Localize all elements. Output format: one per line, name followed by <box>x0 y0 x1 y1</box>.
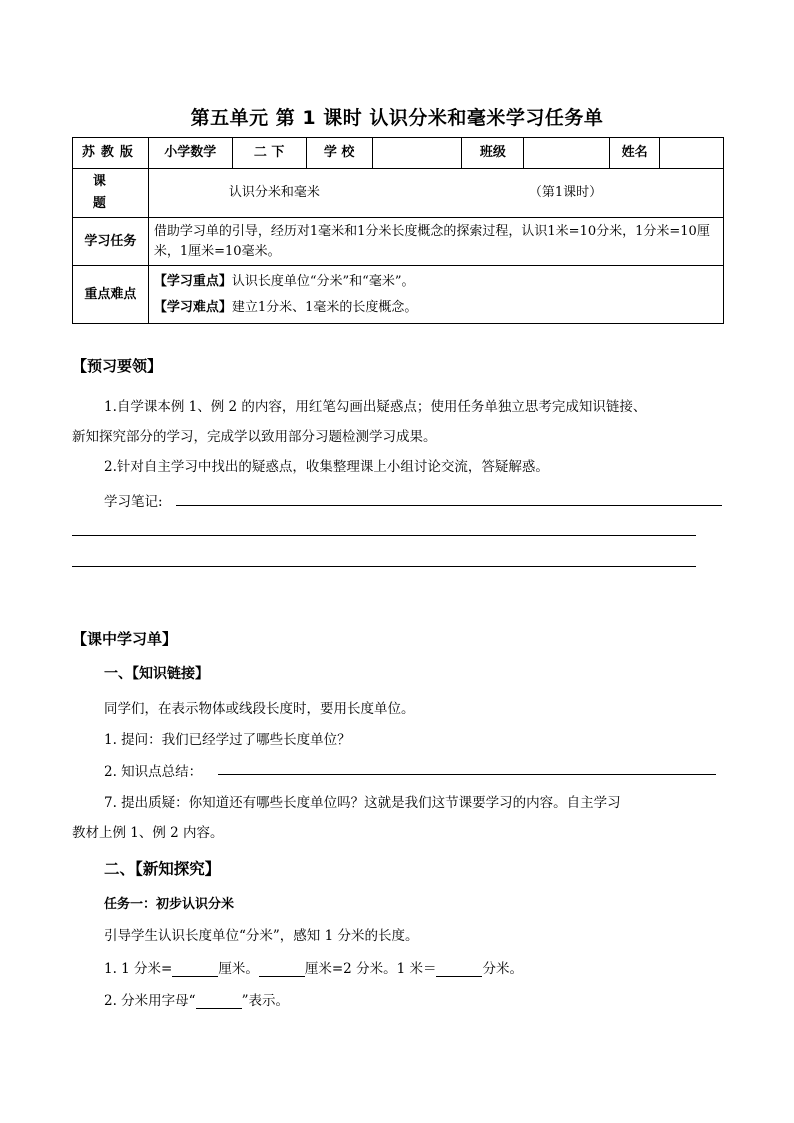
exercise-2-part-b: ”表示。 <box>241 993 289 1009</box>
blank-3[interactable] <box>436 962 482 977</box>
exercise-2 <box>104 989 289 1009</box>
key-point-tag: 【学习重点】 <box>153 273 232 289</box>
notes-line-2[interactable] <box>72 535 696 536</box>
summary-line[interactable] <box>218 774 716 775</box>
topic-period: （第1课时） <box>528 185 603 200</box>
topic-value: 认识分米和毫米 <box>228 185 320 200</box>
exercise-1 <box>104 957 523 977</box>
link-intro: 同学们，在表示物体或线段长度时，要用长度单位。 <box>104 701 415 717</box>
preview-p2: 2.针对自主学习中找出的疑惑点，收集整理课上小组讨论交流，答疑解惑。 <box>104 459 549 475</box>
document-title: 第五单元 第 1 课时 认识分米和毫米学习任务单 <box>190 107 604 129</box>
school-label: 学 校 <box>306 138 372 169</box>
key-point-text: 认识长度单位“分米”和“毫米”。 <box>231 273 415 289</box>
task-value: 借助学习单的引导，经历对1毫米和1分米长度概念的探索过程，认识1米=10分米，1分米=10厘米，1厘米=10毫米。 <box>148 218 723 266</box>
blank-2[interactable] <box>259 962 305 977</box>
notes-line-3[interactable] <box>72 566 696 567</box>
key-cell <box>148 266 723 324</box>
topic-label: 课 题 <box>73 169 149 218</box>
class-value[interactable] <box>524 138 610 169</box>
preview-heading: 【预习要领】 <box>72 357 163 375</box>
preview-p1-line1: 1.自学课本例 1、例 2 的内容，用红笔勾画出疑惑点；使用任务单独立思考完成知识链接、 <box>104 399 647 415</box>
task1-heading: 任务一：初步认识分米 <box>104 897 235 912</box>
name-label: 姓名 <box>610 138 660 169</box>
class-label: 班级 <box>462 138 524 169</box>
preview-p1-line2: 新知探究部分的学习，完成学以致用部分习题检测学习成果。 <box>72 429 437 445</box>
class-sheet-heading: 【课中学习单】 <box>72 630 178 648</box>
name-value[interactable] <box>660 138 724 169</box>
school-value[interactable] <box>372 138 462 169</box>
publisher-cell: 苏教版 <box>73 138 149 169</box>
exercise-1-part-a: 1. 1 分米= <box>104 961 173 977</box>
notes-line-1[interactable] <box>176 505 722 506</box>
question-3-line1: 7. 提出质疑：你知道还有哪些长度单位吗？这就是我们这节课要学习的内容。自主学习 <box>104 795 621 811</box>
task1-intro: 引导学生认识长度单位“分米”，感知 1 分米的长度。 <box>104 928 419 944</box>
knowledge-link-heading: 一、【知识链接】 <box>104 666 209 682</box>
info-table <box>72 137 724 324</box>
explore-heading: 二、【新知探究】 <box>104 860 221 878</box>
grade-cell: 二 下 <box>232 138 306 169</box>
exercise-2-part-a: 2. 分米用字母“ <box>104 993 196 1009</box>
task-label: 学习任务 <box>73 218 149 266</box>
key-label: 重点难点 <box>73 266 149 324</box>
subject-cell: 小学数学 <box>148 138 232 169</box>
blank-4[interactable] <box>196 994 242 1009</box>
difficulty-text: 建立1分米、1毫米的长度概念。 <box>231 299 418 315</box>
difficulty-tag: 【学习难点】 <box>153 299 232 315</box>
question-1: 1. 提问：我们已经学过了哪些长度单位？ <box>104 732 351 748</box>
blank-1[interactable] <box>172 962 218 977</box>
notes-label: 学习笔记: <box>104 494 163 510</box>
question-2: 2. 知识点总结： <box>104 764 203 780</box>
exercise-1-part-b: 厘米。 <box>218 961 259 977</box>
exercise-1-part-d: 分米。 <box>482 961 523 977</box>
question-3-line2: 教材上例 1、例 2 内容。 <box>72 825 224 841</box>
topic-cell <box>148 169 723 218</box>
exercise-1-part-c: 厘米=2 分米。1 米＝ <box>304 961 437 977</box>
